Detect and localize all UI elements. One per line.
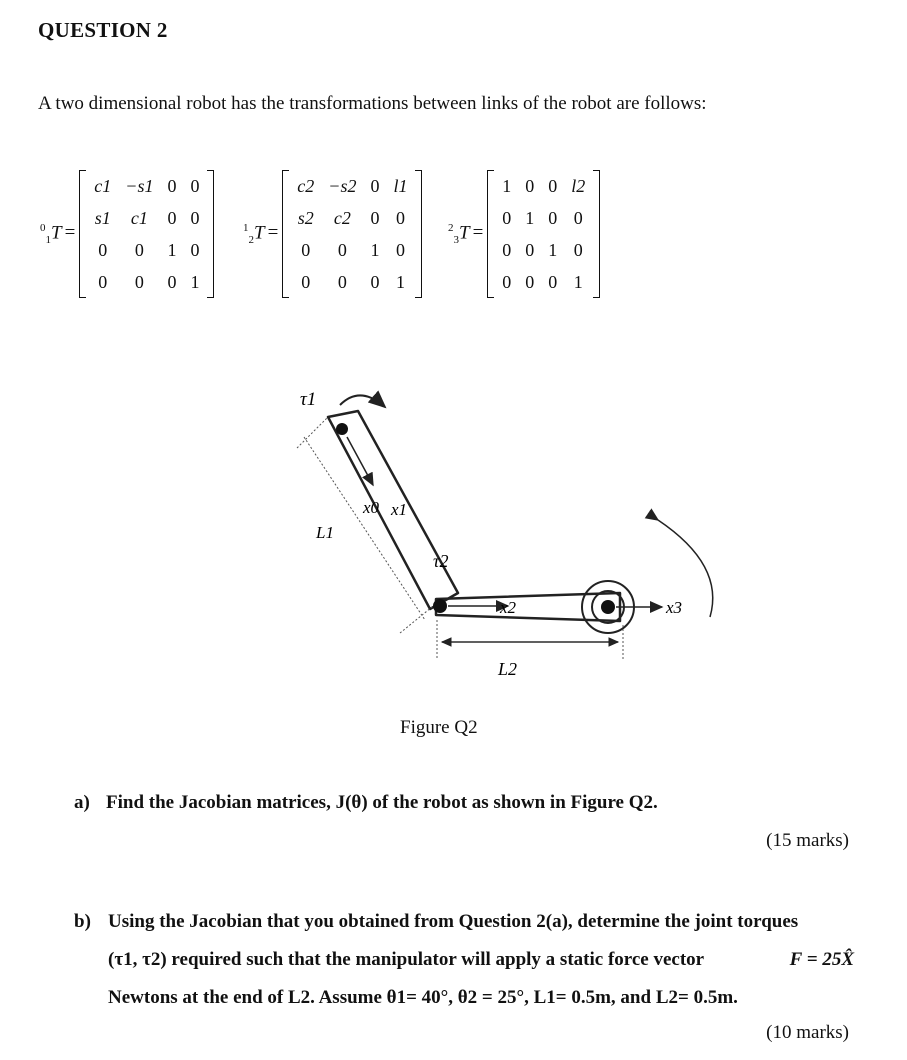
robot-arm-figure [60, 355, 860, 765]
joint-2-icon [433, 599, 447, 613]
matrix-cell: 0 [395, 207, 405, 228]
matrix-cell: 0 [573, 239, 583, 260]
matrix-cell: s2 [297, 207, 314, 228]
matrix-cell: c2 [297, 175, 315, 196]
matrix-cell: 0 [337, 271, 347, 292]
x1-label: x1 [391, 500, 408, 519]
matrix-cell: 0 [370, 207, 380, 228]
matrix-cell: 0 [395, 239, 405, 260]
question-b-label: b) [74, 911, 91, 932]
matrix-1T2 [243, 170, 422, 298]
matrix-cell: 0 [502, 271, 512, 292]
matrix-cell: 0 [337, 239, 347, 260]
matrix-0T1 [40, 170, 214, 298]
matrix-cell: 1 [525, 207, 535, 228]
matrix-cell: c2 [333, 207, 351, 228]
matrix-cell: 0 [190, 207, 200, 228]
matrix-cell: 0 [573, 207, 583, 228]
matrix-cell: 0 [502, 239, 512, 260]
matrix-cell: −s2 [328, 175, 357, 196]
question-b-line-1: Using the Jacobian that you obtained from Question 2(a), determine the joint torques [108, 911, 799, 932]
question-a-marks: (15 marks) [766, 830, 849, 851]
matrix-cell: 0 [502, 207, 512, 228]
matrix-cell: 0 [134, 271, 144, 292]
matrix-cell: c1 [130, 207, 148, 228]
matrix-cell: 0 [548, 271, 558, 292]
matrix-cell: 0 [370, 175, 380, 196]
torque-1-arrow-icon [340, 395, 385, 407]
matrix-cell: 0 [301, 271, 311, 292]
x2-label: x2 [500, 598, 517, 617]
question-a-label: a) [74, 792, 90, 813]
l2-label: L2 [498, 659, 518, 679]
matrix-cell: −s1 [125, 175, 154, 196]
matrix-cell: l2 [571, 175, 586, 196]
question-a-text: Find the Jacobian matrices, J(θ) of the robot as shown in Figure Q2. [106, 792, 658, 813]
intro-text: A two dimensional robot has the transformations between links of the robot are follows: [38, 93, 707, 114]
matrix-cell: 0 [525, 271, 535, 292]
x3-label: x3 [666, 598, 683, 617]
l1-label: L1 [316, 523, 334, 542]
matrix-cell: 0 [167, 271, 177, 292]
matrix-cell: 1 [395, 271, 405, 292]
matrix-label: $^2_3$T = [448, 221, 484, 247]
matrix-cell: 0 [134, 239, 144, 260]
matrix-cell: 0 [525, 175, 535, 196]
question-heading: QUESTION 2 [38, 18, 168, 42]
matrix-cell: 1 [370, 239, 380, 260]
matrix-cell: 0 [525, 239, 535, 260]
matrix-cell: 0 [548, 175, 558, 196]
question-a [74, 792, 658, 814]
matrix-cell: 1 [502, 175, 512, 196]
matrix-cell: 0 [370, 271, 380, 292]
joint-1-icon [336, 423, 348, 435]
matrix-cell: 0 [167, 175, 177, 196]
matrix-cell: 1 [548, 239, 558, 260]
x0-label: x0 [363, 498, 380, 517]
matrix-cell: 1 [167, 239, 177, 260]
matrix-cell: s1 [94, 207, 111, 228]
force-vector-text: F = 25X̂ [789, 949, 854, 970]
tau2-label: τ2 [433, 551, 449, 571]
matrix-cell: c1 [94, 175, 112, 196]
figure-caption: Figure Q2 [400, 717, 478, 738]
matrix-cell: 0 [98, 239, 108, 260]
question-b-line-2a: (τ1, τ2) required such that the manipulator will apply a static force vector [108, 949, 705, 970]
matrix-cell: 0 [190, 175, 200, 196]
matrix-label: $^0_1$T = [40, 221, 76, 247]
matrix-2T3 [448, 170, 600, 298]
matrix-cell: 0 [548, 207, 558, 228]
matrix-cell: 0 [98, 271, 108, 292]
question-b-line-3: Newtons at the end of L2. Assume θ1= 40°, θ2 = 25°, L1= 0.5m, and L2= 0.5m. [108, 987, 738, 1008]
matrix-cell: 1 [190, 271, 200, 292]
matrix-cell: 1 [573, 271, 583, 292]
matrix-cell: 0 [301, 239, 311, 260]
tau1-label: τ1 [300, 389, 317, 410]
matrix-cell: l1 [393, 175, 408, 196]
question-b-marks: (10 marks) [766, 1022, 849, 1043]
matrix-cell: 0 [190, 239, 200, 260]
matrix-label: $^1_2$T = [243, 221, 279, 247]
matrix-cell: 0 [167, 207, 177, 228]
question-b [74, 903, 854, 1017]
